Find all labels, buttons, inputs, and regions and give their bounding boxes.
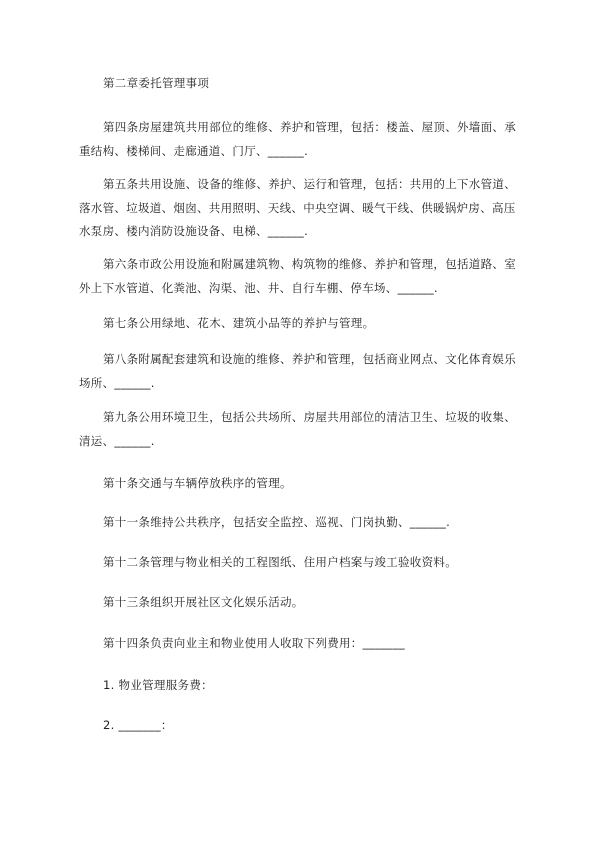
article-13-paragraph: 第十三条组织开展社区文化娱乐活动。 (103, 595, 304, 609)
article-5-paragraph: 第五条共用设施、设备的维修、养护、运行和管理，包括：共用的上下水管道、落水管、垃圾道、烟囱、共用照明、天线、中央空调、暖气干线、供暖锅炉房、高压水泵房、楼内消防设施设备、电梯、______. (79, 177, 516, 238)
article-6-paragraph: 第六条市政公用设施和附属建筑物、构筑物的维修、养护和管理，包括道路、室外上下水管道、化粪池、沟渠、池、井、自行车棚、停车场、______. (79, 257, 516, 295)
article-10-paragraph: 第十条交通与车辆停放秩序的管理。 (103, 476, 292, 490)
article-12-paragraph: 第十二条管理与物业相关的工程图纸、住用户档案与竣工验收资料。 (103, 555, 457, 569)
chapter-heading: 第二章委托管理事项 (103, 76, 210, 90)
article-4-paragraph: 第四条房屋建筑共用部位的维修、养护和管理，包括：楼盖、屋顶、外墙面、承重结构、楼梯间、走廊通道、门厅、______. (79, 120, 516, 158)
article-8-paragraph: 第八条附属配套建筑和设施的维修、养护和管理，包括商业网点、文化体育娱乐场所、______. (79, 352, 516, 390)
fee-item-1: 1. 物业管理服务费： (103, 678, 213, 692)
article-7-paragraph: 第七条公用绿地、花木、建筑小品等的养护与管理。 (103, 316, 375, 330)
fee-item-2: 2. _______： (103, 718, 173, 732)
article-14-paragraph: 第十四条负责向业主和物业使用人收取下列费用：_______ (103, 636, 405, 650)
article-9-paragraph: 第九条公用环境卫生，包括公共场所、房屋共用部位的清洁卫生、垃圾的收集、清运、______. (79, 410, 516, 448)
article-11-paragraph: 第十一条维持公共秩序，包括安全监控、巡视、门岗执勤、______. (103, 515, 451, 529)
